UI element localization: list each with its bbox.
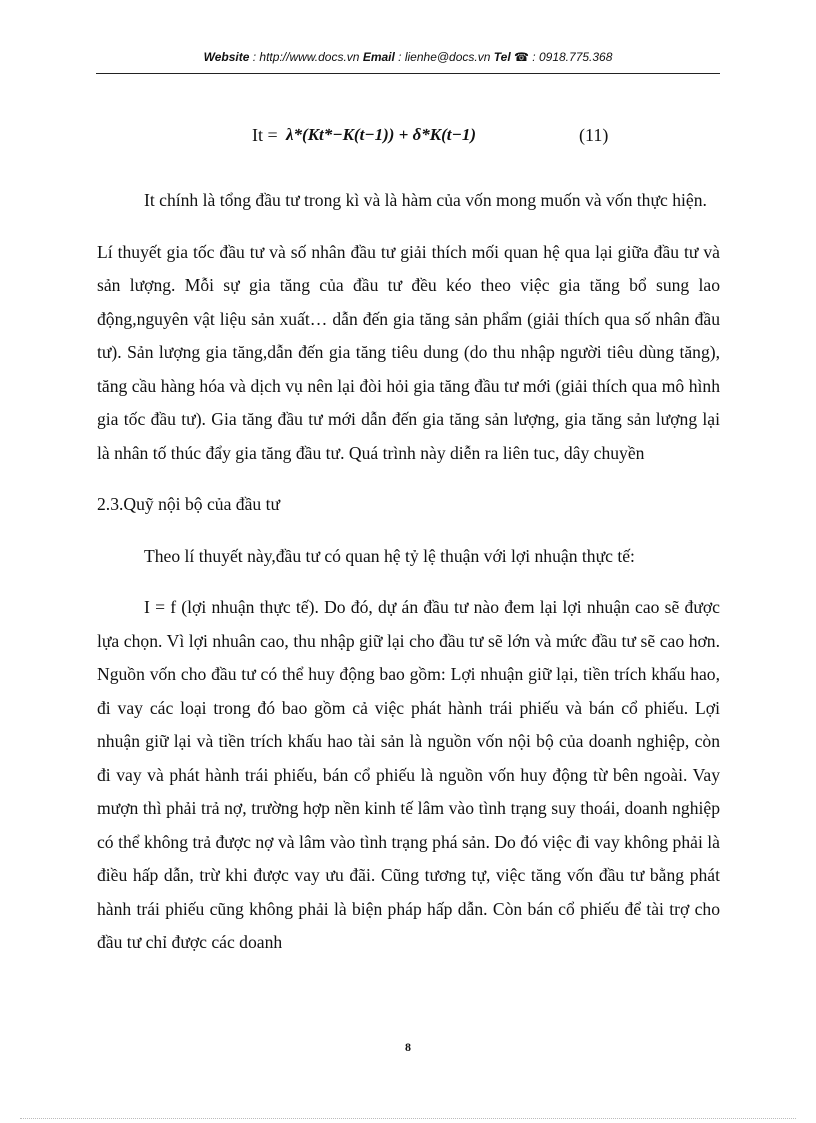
page-number: 8: [405, 1040, 411, 1054]
tel-sep: :: [528, 50, 539, 64]
telephone-icon: ☎: [514, 50, 529, 64]
paragraph-it-definition: It chính là tổng đầu tư trong kì và là hàm của vốn mong muốn và vốn thực hiện.: [144, 190, 707, 210]
document-body: [97, 118, 720, 978]
bottom-divider: [20, 1118, 796, 1119]
website-label: Website: [203, 50, 250, 64]
email-label: Email: [362, 50, 395, 64]
paragraph-accelerator-theory: Lí thuyết gia tốc đầu tư và số nhân đầu tư giải thích mối quan hệ qua lại giữa đầu tư và sản lượng. Mỗi sự gia tăng của đầu tư đều kéo theo việc gia tăng bổ sung lao động,nguyên vật liệu sản xuất… dẫn đến gia tăng sản phẩm (giải thích qua số nhân đầu tư). Sản lượng gia tăng,dẫn đến gia tăng tiêu dung (do thu nhập người tiêu dùng tăng), tăng cầu hàng hóa và dịch vụ nên lại đòi hỏi gia tăng đầu tư mới (giải thích qua mô hình gia tốc đầu tư). Gia tăng đầu tư mới dẫn đến gia tăng sản lượng, gia tăng sản lượng lại là nhân tố thúc đẩy gia tăng đầu tư. Quá trình này diễn ra liên tuc, dây chuyền: [97, 241, 720, 463]
equation-rhs: λ*(Kt*−K(t−1)) + δ*K(t−1): [286, 125, 476, 144]
equation-lhs: It =: [252, 125, 278, 145]
email-sep: :: [394, 50, 405, 64]
section-heading: 2.3.Quỹ nội bộ của đầu tư: [97, 494, 280, 514]
page-header: [96, 50, 720, 64]
website-sep: :: [249, 50, 260, 64]
equation-11: [97, 118, 720, 158]
header-divider: [96, 73, 720, 74]
website-url[interactable]: http://www.docs.vn: [259, 50, 360, 64]
equation-number: (11): [579, 125, 609, 145]
paragraph-theory-intro: Theo lí thuyết này,đầu tư có quan hệ tỷ lệ thuận với lợi nhuận thực tế:: [144, 545, 635, 566]
tel-value: 0918.775.368: [538, 50, 613, 64]
tel-label: Tel: [493, 50, 511, 64]
paragraph-internal-funds: I = f (lợi nhuận thực tế). Do đó, dự án đầu tư nào đem lại lợi nhuận cao sẽ được lựa chọn. Vì lợi nhuân cao, thu nhập giữ lại cho đầu tư sẽ lớn và mức đầu tư sẽ cao hơn. Nguồn vốn cho đầu tư có thể huy động bao gồm: Lợi nhuận giữ lại, tiền trích khấu hao, đi vay các loại trong đó bao gồm cả việc phát hành trái phiếu và bán cổ phiếu. Lợi nhuận giữ lại và tiền trích khấu hao tài sản là nguồn vốn nội bộ của doanh nghiệp, còn đi vay và phát hành trái phiếu, bán cổ phiếu là nguồn vốn huy động từ bên ngoài. Vay mượn thì phải trả nợ, trường hợp nền kinh tế lâm vào tình trạng suy thoái, doanh nghiệp có thể không trả được nợ và lâm vào tình trạng phá sản. Do đó việc đi vay không phải là điều hấp dẫn, trừ khi được vay ưu đãi. Cũng tương tự, việc tăng vốn đầu tư bằng phát hành trái phiếu cũng không phải là biện pháp hấp dẫn. Còn bán cổ phiếu để tài trợ cho đầu tư chỉ được các doanh: [97, 597, 720, 952]
email-value[interactable]: lienhe@docs.vn: [404, 50, 491, 64]
